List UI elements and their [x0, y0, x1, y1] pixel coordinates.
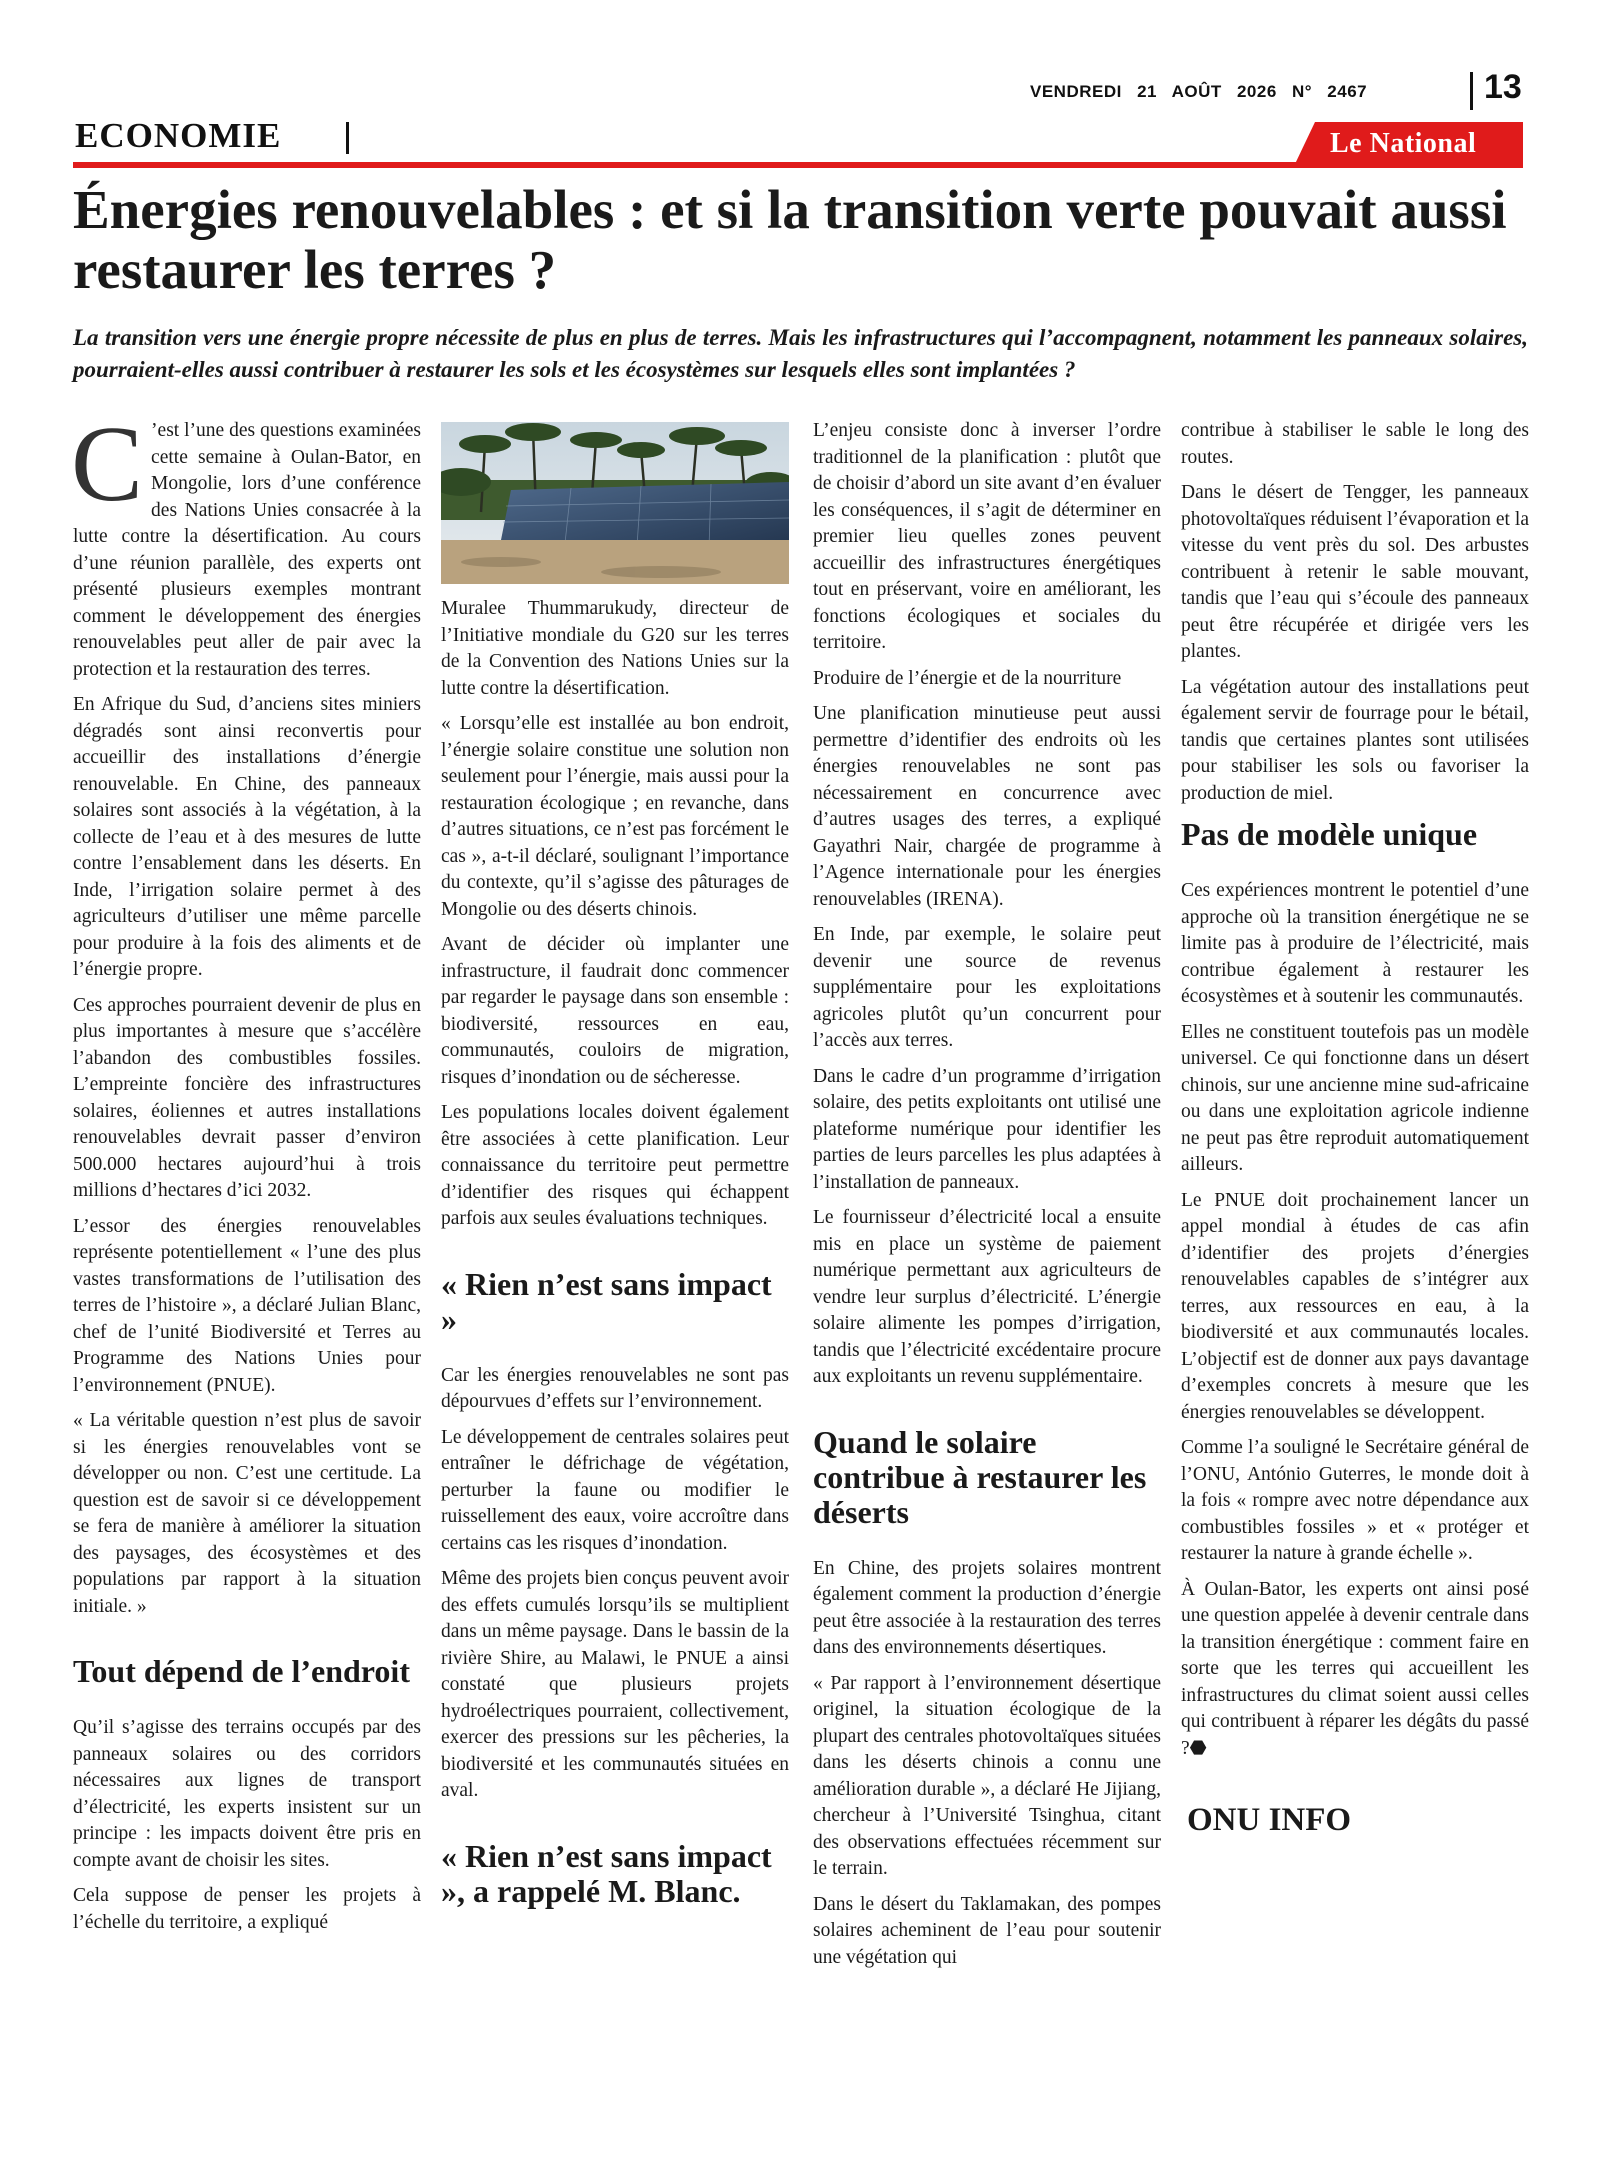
- paragraph: C ’est l’une des questions examinées cette semaine à Oulan-Bator, en Mongolie, lors d’une conférence des Nations Unies consacrée à la lutte contre la désertification. Au cours d’une réunion parallèle, des experts ont présenté plusieurs exemples montrant comment le développement des énergies renouvelables peut aller de pair avec la protection et la restauration des terres.: [71, 405, 421, 680]
- column-2: [441, 418, 789, 1935]
- solar-farm-photo: [441, 422, 789, 584]
- issue-date: VENDREDI 21 AOÛT 2026 N° 2467: [1030, 82, 1368, 101]
- paragraph: Même des projets bien conçus peuvent avoir des effets cumulés lorsqu’ils se multiplient dans un même paysage. Dans le bassin de la rivière Shire, au Malawi, le PNUE a ainsi constaté que plusieurs projets hydroélectriques pourraient, collectivement, exercer des pressions sur les pêcheries, la biodiversité et les communautés situées en aval.: [441, 1568, 789, 1801]
- header-rule: [73, 162, 1523, 168]
- paragraph: Car les énergies renouvelables ne sont pas dépourvues d’effets sur l’environnement.: [441, 1364, 789, 1412]
- paragraph: En Afrique du Sud, d’anciens sites miniers dégradés sont ainsi reconvertis pour accueillir des installations d’énergie renouvelable. En Chine, des panneaux solaires sont associés à la végétation, à la collecte de l’eau et à des mesures de lutte contre l’ensablement dans les déserts. En Inde, l’irrigation solaire permet à des agriculteurs d’utiliser une même parcelle pour produire à la fois des aliments et de l’énergie propre.: [73, 694, 421, 980]
- paragraph: Elles ne constituent toutefois pas un modèle universel. Ce qui fonctionne dans un désert chinois, sur une ancienne mine sud-africaine ou dans une exploitation agricole indienne ne peut pas être reproduit automatiquement ailleurs.: [1181, 1021, 1529, 1175]
- paragraph: À Oulan-Bator, les experts ont ainsi posé une question appelée à devenir centrale dans la transition énergétique : comment faire en sorte que les terres qui accueillent les infrastructures du climat soient aussi celles qui contribuent à réparer les dégâts du passé ?⬣: [1181, 1578, 1529, 1759]
- page-number: 13: [1484, 68, 1522, 106]
- column-4: [1181, 418, 1529, 1839]
- paragraph: Ces expériences montrent le potentiel d’une approche où la transition énergétique ne se limite pas à produire de l’électricité, mais contribue également à restaurer les écosystèmes et à soutenir les communautés.: [1181, 880, 1529, 1007]
- paragraph: « Par rapport à l’environnement désertique originel, la situation écologique de la plupart des centrales photovoltaïques situées dans les déserts chinois a connu une amélioration durable », a déclaré He Jijiang, chercheur à l’Université Tsinghua, citant des observations effectuées récemment sur le terrain.: [813, 1672, 1161, 1879]
- masthead-divider: [1470, 72, 1473, 110]
- paragraph: Avant de décider où implanter une infrastructure, il faudrait donc commencer par regarder le paysage dans son ensemble : biodiversité, ressources en eau, communautés, couloirs de migration, risques d’inondation ou de sécheresse.: [441, 934, 789, 1088]
- subheading: Quand le solaire contribue à restaurer les déserts: [813, 1423, 1147, 1530]
- section-divider: [346, 122, 349, 154]
- column-3: [813, 418, 1161, 1980]
- newspaper-name: Le National: [1330, 128, 1477, 159]
- article-headline: Énergies renouvelables : et si la transition verte pouvait aussi restaurer les terres ?: [73, 179, 1507, 300]
- paragraph: Une planification minutieuse peut aussi permettre d’identifier des endroits où les énergies renouvelables ne sont pas nécessairement en concurrence avec d’autres usages des terres, a expliqué Gayathri Nair, chargée de programme à l’Agence internationale pour les énergies renouvelables (IRENA).: [813, 703, 1161, 910]
- paragraph: « La véritable question n’est plus de savoir si les énergies renouvelables vont se développer ou non. C’est une certitude. La question est de savoir si ce développement se fera de manière à améliorer la situation des paysages, des écosystèmes et des populations par rapport à la situation initiale. »: [73, 1410, 421, 1617]
- subheading: Pas de modèle unique: [1181, 816, 1478, 852]
- paragraph: Dans le désert du Taklamakan, des pompes solaires acheminent de l’eau pour soutenir une végétation qui: [813, 1893, 1161, 1968]
- article-signature: ONU INFO: [1187, 1802, 1352, 1838]
- paragraph: contribue à stabiliser le sable le long des routes.: [1181, 420, 1529, 468]
- paragraph: « Lorsqu’elle est installée au bon endroit, l’énergie solaire constitue une solution non seulement pour l’énergie, mais aussi pour la restauration écologique ; en revanche, dans d’autres situations, ce n’est pas forcément le cas », a-t-il déclaré, soulignant l’importance du contexte, qu’il s’agisse des pâturages de Mongolie ou des déserts chinois.: [441, 713, 789, 920]
- subheading: « Rien n’est sans impact », a rappelé M. Blanc.: [441, 1837, 772, 1909]
- article-standfirst: La transition vers une énergie propre nécessite de plus en plus de terres. Mais les infrastructures qui l’accompagnent, notamment les panneaux solaires, pourraient-elles aussi contribuer à restaurer les sols et les écosystèmes sur lesquels elles sont implantées ?: [73, 325, 1528, 382]
- subheading: Tout dépend de l’endroit: [73, 1653, 410, 1689]
- paragraph: En Inde, par exemple, le solaire peut devenir une source de revenus supplémentaire pour les exploitations agricoles plutôt qu’un concurrent pour l’accès aux terres.: [813, 924, 1161, 1051]
- paragraph: Dans le cadre d’un programme d’irrigation solaire, des petits exploitants ont utilisé une plateforme numérique pour identifier les parties de leurs parcelles les plus adaptées à l’installation de panneaux.: [813, 1065, 1161, 1193]
- paragraph: Le développement de centrales solaires peut entraîner le défrichage de végétation, perturber la faune ou modifier le ruissellement des eaux, voire accroître dans certains cas les risques d’inondation.: [441, 1426, 789, 1554]
- paragraph: Qu’il s’agisse des terrains occupés par des panneaux solaires ou des corridors nécessaires aux lignes de transport d’électricité, les experts insistent sur un principe : les impacts doivent être pris en compte avant de choisir les sites.: [73, 1717, 421, 1871]
- paragraph: L’essor des énergies renouvelables représente potentiellement « l’une des plus vastes transformations de l’utilisation des terres de l’histoire », a déclaré Julian Blanc, chef de l’unité Biodiversité et Terres au Programme des Nations Unies pour l’environnement (PNUE).: [73, 1215, 421, 1396]
- paragraph: Le PNUE doit prochainement lancer un appel mondial à études de cas afin d’identifier des projets d’énergies renouvelables capables de s’intégrer aux terres, aux ressources en eau, à la biodiversité et aux communautés locales. L’objectif est de donner aux pays davantage d’exemples concrets à mesure que les énergies renouvelables se développent.: [1181, 1189, 1529, 1423]
- section-label: ECONOMIE: [75, 116, 282, 155]
- paragraph: Muralee Thummarukudy, directeur de l’Initiative mondiale du G20 sur les terres de la Convention des Nations Unies sur la lutte contre la désertification.: [441, 598, 789, 699]
- paragraph: Cela suppose de penser les projets à l’échelle du territoire, a expliqué: [73, 1885, 421, 1933]
- paragraph: Les populations locales doivent également être associées à cette planification. Leur connaissance du territoire peut permettre d’identifier des risques qui échappent parfois aux seules évaluations techniques.: [441, 1102, 789, 1229]
- paragraph: En Chine, des projets solaires montrent également comment la production d’énergie peut être associée à la restauration des terres dans des environnements désertiques.: [813, 1557, 1161, 1658]
- subheading: « Rien n’est sans impact »: [441, 1265, 772, 1337]
- column-1: [71, 405, 421, 1945]
- paragraph: Le fournisseur d’électricité local a ensuite mis en place un système de paiement numérique permettant aux agriculteurs de vendre leur surplus d’électricité. L’énergie solaire alimente les pompes d’irrigation, tandis que l’électricité excédentaire procure aux exploitants un revenu supplémentaire.: [813, 1207, 1161, 1387]
- drop-cap: C: [71, 405, 144, 524]
- paragraph: La végétation autour des installations peut également servir de fourrage pour le bétail, tandis que certaines plantes sont utilisées pour stabiliser les sols ou favoriser la production de miel.: [1181, 676, 1529, 804]
- paragraph: Produire de l’énergie et de la nourriture: [813, 667, 1122, 689]
- paragraph: Comme l’a souligné le Secrétaire général de l’ONU, António Guterres, le monde doit à la fois « rompre avec notre dépendance aux combustibles fossiles » et « protéger et restaurer la nature à grande échelle ».: [1181, 1437, 1529, 1564]
- paragraph: L’enjeu consiste donc à inverser l’ordre traditionnel de la planification : plutôt que de choisir d’abord un site avant d’en évaluer les conséquences, il s’agit de déterminer en premier lieu quelles zones peuvent accueillir des infrastructures énergétiques tout en préservant, voire en améliorant, les fonctions écologiques et sociales du territoire.: [813, 420, 1161, 653]
- paragraph: Dans le désert de Tengger, les panneaux photovoltaïques réduisent l’évaporation et la vitesse du vent près du sol. Des arbustes contribuent à retenir le sable mouvant, tandis que l’eau qui s’écoule des panneaux peut être récupérée et dirigée vers les plantes.: [1181, 482, 1529, 662]
- paragraph: Ces approches pourraient devenir de plus en plus importantes à mesure que s’accélère l’abandon des combustibles fossiles. L’empreinte foncière des infrastructures solaires, éoliennes et autres installations renouvelables devrait passer d’environ 500.000 hectares aujourd’hui à trois millions d’hectares d’ici 2032.: [73, 994, 421, 1201]
- end-mark-icon: ⬣: [1189, 1737, 1207, 1759]
